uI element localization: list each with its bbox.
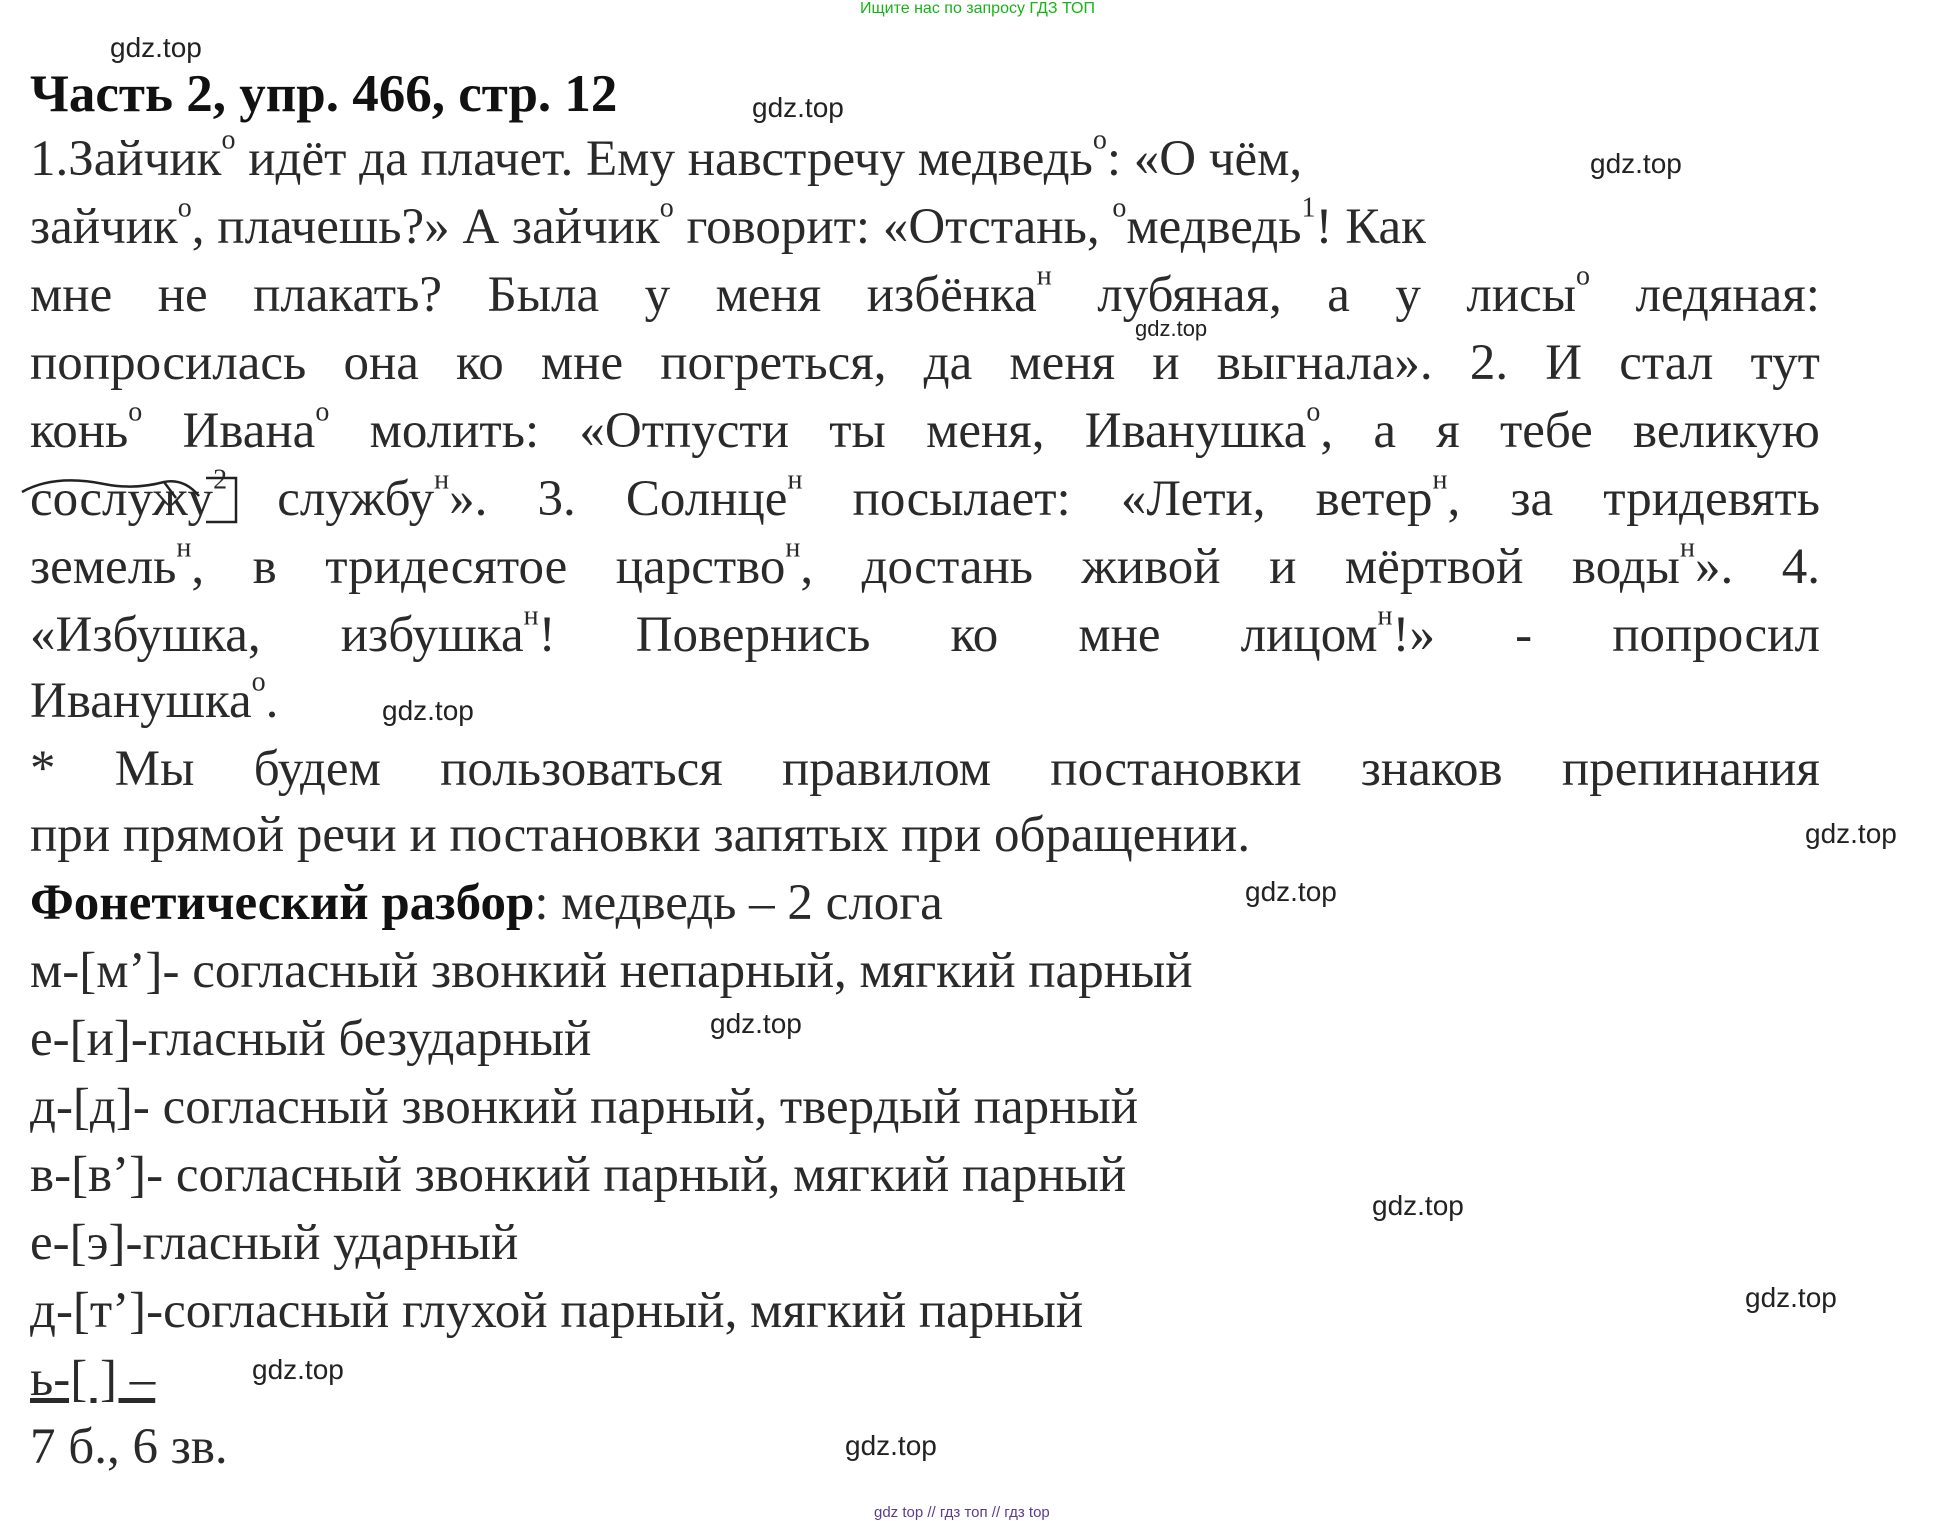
- analysis-heading-line: Фонетический разбор: медведь – 2 слога: [30, 875, 943, 931]
- watermark: gdz.top: [1372, 1190, 1464, 1221]
- watermark: gdz.top: [1590, 148, 1682, 179]
- watermark: gdz.top: [1135, 316, 1208, 341]
- analysis-row: в-[в’]- согласный звонкий парный, мягкий парный: [30, 1147, 1127, 1203]
- analysis-row: е-[э]-гласный ударный: [30, 1215, 519, 1271]
- text-line-6: сослужу$^2$ службу$^н$». 3. Солнце$^н$ посылает: «Лети, ветер$^н$, за тридевять: [30, 464, 1820, 527]
- text-line-10: * Мы будем пользоваться правилом постановки знаков препинания: [30, 741, 1820, 797]
- text-line-5: конь$^о$ Ивана$^о$ молить: «Отпусти ты меня, Иванушка$^о$, а я тебе великую: [30, 396, 1820, 459]
- watermark: gdz.top: [382, 695, 474, 726]
- analysis-row: м-[м’]- согласный звонкий непарный, мягкий парный: [30, 943, 1193, 999]
- promo-text: Ищите нас по запросу ГДЗ ТОП: [860, 0, 1095, 17]
- analysis-row: ь-[ ] –: [30, 1351, 156, 1407]
- analysis-heading: Фонетический разбор: [30, 875, 535, 931]
- watermark: gdz.top: [252, 1354, 344, 1385]
- text-line-9: Иванушка$^о$.: [30, 666, 279, 729]
- text-line-11: при прямой речи и постановки запятых при обращении.: [30, 807, 1251, 863]
- page-title: Часть 2, упр. 466, стр. 12: [30, 65, 618, 123]
- watermark: gdz.top: [752, 92, 844, 123]
- word-analysis-marks: [14, 470, 274, 530]
- analysis-row: е-[и]-гласный безударный: [30, 1011, 592, 1067]
- watermark: gdz.top: [845, 1430, 937, 1461]
- analysis-summary: 7 б., 6 зв.: [30, 1419, 228, 1475]
- analysis-row: д-[д]- согласный звонкий парный, твердый парный: [30, 1079, 1139, 1135]
- text-line-7: земель$^н$, в тридесятое царство$^н$, достань живой и мёртвой воды$^н$». 4.: [30, 532, 1820, 595]
- text-line-1: 1.Зайчик$^о$ идёт да плачет. Ему навстречу медведь$^о$: «О чём,: [30, 124, 1303, 187]
- analysis-row: д-[т’]-согласный глухой парный, мягкий парный: [30, 1283, 1084, 1339]
- text-line-4: попросилась она ко мне погреться, да меня и выгнала». 2. И стал тут: [30, 335, 1820, 391]
- watermark: gdz.top: [1245, 876, 1337, 907]
- watermark: gdz.top: [110, 32, 202, 63]
- watermark: gdz.top: [1745, 1282, 1837, 1313]
- watermark: gdz.top: [710, 1008, 802, 1039]
- text-line-2: зайчик$^о$, плачешь?» А зайчик$^о$ говорит: «Отстань, $^о$медведь$^1$! Как: [30, 192, 1426, 255]
- watermark: gdz.top: [1805, 818, 1897, 849]
- text-line-3: мне не плакать? Была у меня избёнка$^н$ лубяная, а у лисы$^о$ ледяная:: [30, 260, 1820, 323]
- text-line-8: «Избушка, избушка$^н$! Повернись ко мне лицом$^н$!» - попросил: [30, 600, 1820, 663]
- footer-links: gdz top // гдз топ // гдз top: [874, 1504, 1050, 1521]
